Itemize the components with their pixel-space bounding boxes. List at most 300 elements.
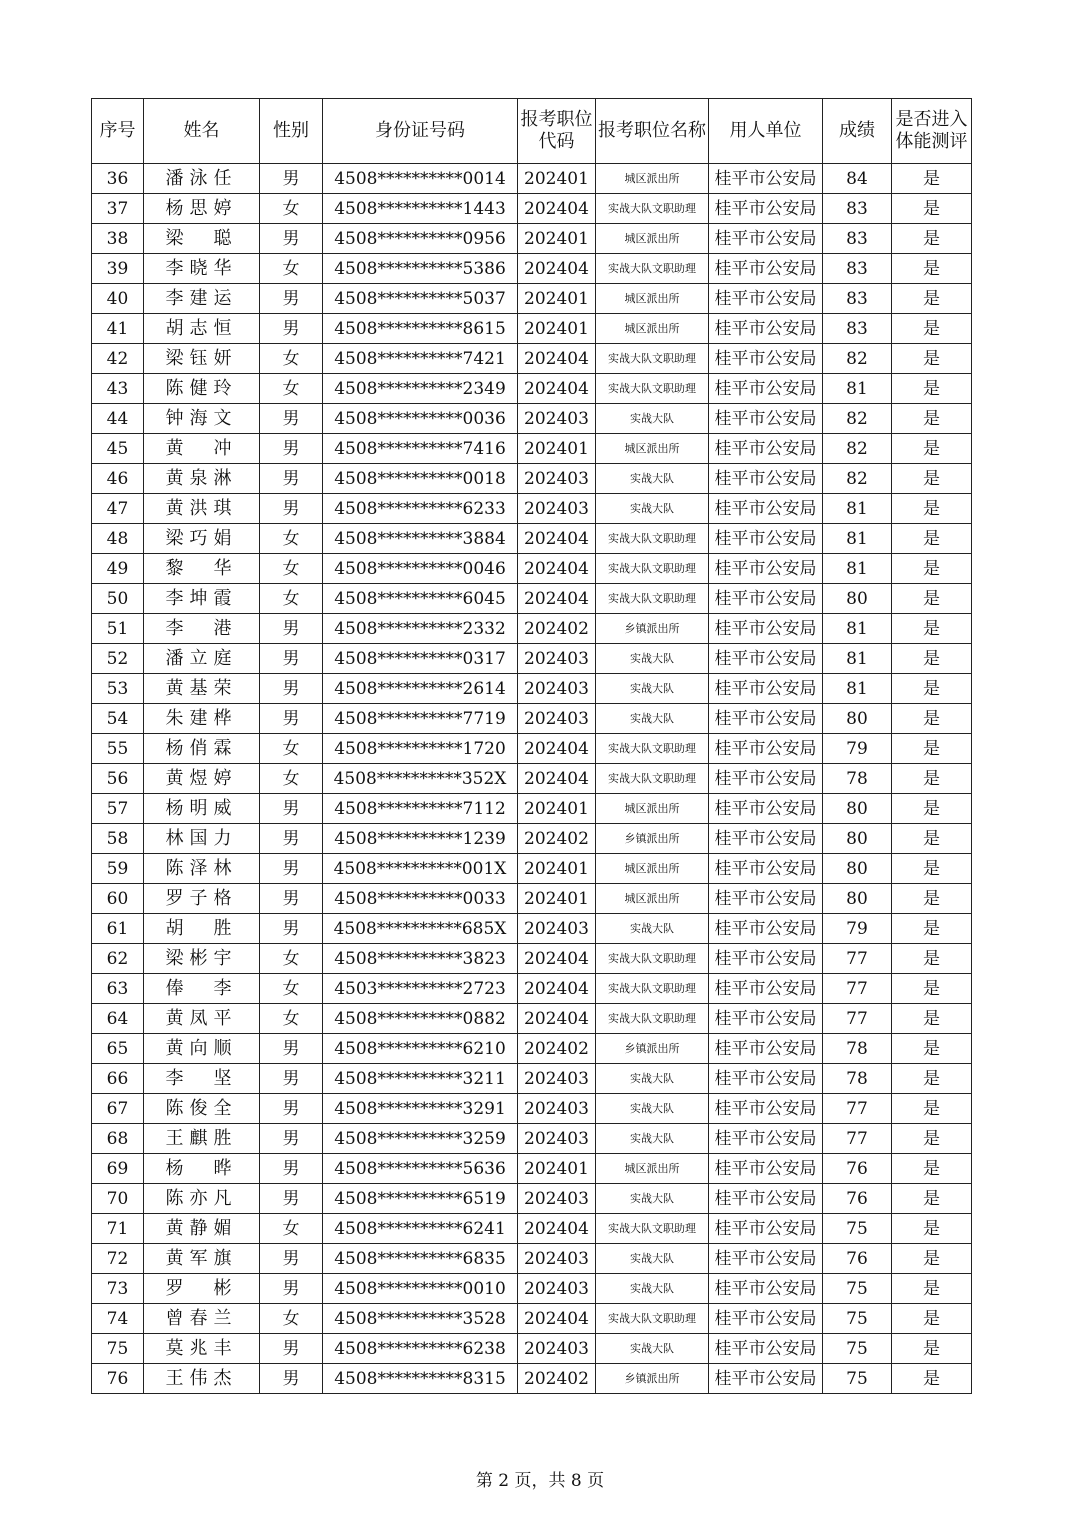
cell-gender: 女 bbox=[260, 734, 323, 764]
cell-name: 李 坚 bbox=[144, 1064, 260, 1094]
cell-position: 实战大队文职助理 bbox=[596, 344, 709, 374]
cell-id: 4508**********0317 bbox=[323, 644, 518, 674]
cell-gender: 男 bbox=[260, 1064, 323, 1094]
cell-gender: 女 bbox=[260, 254, 323, 284]
cell-unit: 桂平市公安局 bbox=[709, 1184, 823, 1214]
cell-name: 莫兆丰 bbox=[144, 1334, 260, 1364]
cell-code: 202404 bbox=[518, 1004, 596, 1034]
cell-score: 75 bbox=[823, 1214, 892, 1244]
cell-id: 4508**********2614 bbox=[323, 674, 518, 704]
cell-score: 80 bbox=[823, 884, 892, 914]
cell-code: 202404 bbox=[518, 344, 596, 374]
cell-position: 实战大队 bbox=[596, 1334, 709, 1364]
cell-score: 77 bbox=[823, 944, 892, 974]
cell-gender: 男 bbox=[260, 1154, 323, 1184]
cell-gender: 男 bbox=[260, 674, 323, 704]
cell-code: 202404 bbox=[518, 1304, 596, 1334]
cell-score: 78 bbox=[823, 1034, 892, 1064]
cell-unit: 桂平市公安局 bbox=[709, 614, 823, 644]
cell-id: 4508**********6233 bbox=[323, 494, 518, 524]
table-row bbox=[92, 1274, 972, 1304]
table-row bbox=[92, 1364, 972, 1394]
table-row bbox=[92, 1034, 972, 1064]
cell-pass: 是 bbox=[892, 734, 972, 764]
cell-unit: 桂平市公安局 bbox=[709, 1304, 823, 1334]
cell-position: 实战大队文职助理 bbox=[596, 1214, 709, 1244]
cell-code: 202403 bbox=[518, 1334, 596, 1364]
cell-name: 林国力 bbox=[144, 824, 260, 854]
cell-score: 83 bbox=[823, 224, 892, 254]
cell-pass: 是 bbox=[892, 884, 972, 914]
cell-unit: 桂平市公安局 bbox=[709, 824, 823, 854]
cell-unit: 桂平市公安局 bbox=[709, 974, 823, 1004]
table-row bbox=[92, 794, 972, 824]
cell-id: 4508**********6835 bbox=[323, 1244, 518, 1274]
cell-seq: 45 bbox=[92, 434, 144, 464]
cell-id: 4508**********3528 bbox=[323, 1304, 518, 1334]
cell-seq: 74 bbox=[92, 1304, 144, 1334]
cell-pass: 是 bbox=[892, 1244, 972, 1274]
cell-unit: 桂平市公安局 bbox=[709, 194, 823, 224]
cell-name: 王伟杰 bbox=[144, 1364, 260, 1394]
cell-pass: 是 bbox=[892, 344, 972, 374]
cell-gender: 男 bbox=[260, 1124, 323, 1154]
cell-id: 4508**********0956 bbox=[323, 224, 518, 254]
cell-seq: 65 bbox=[92, 1034, 144, 1064]
cell-pass: 是 bbox=[892, 1274, 972, 1304]
cell-code: 202403 bbox=[518, 464, 596, 494]
cell-name: 罗 彬 bbox=[144, 1274, 260, 1304]
cell-seq: 66 bbox=[92, 1064, 144, 1094]
cell-id: 4508**********0010 bbox=[323, 1274, 518, 1304]
header-id: 身份证号码 bbox=[323, 99, 518, 164]
cell-score: 83 bbox=[823, 254, 892, 284]
cell-id: 4508**********3884 bbox=[323, 524, 518, 554]
cell-position: 实战大队文职助理 bbox=[596, 1304, 709, 1334]
table-row bbox=[92, 284, 972, 314]
cell-name: 杨思婷 bbox=[144, 194, 260, 224]
cell-unit: 桂平市公安局 bbox=[709, 884, 823, 914]
cell-pass: 是 bbox=[892, 854, 972, 884]
table-row bbox=[92, 314, 972, 344]
cell-pass: 是 bbox=[892, 914, 972, 944]
cell-name: 曾春兰 bbox=[144, 1304, 260, 1334]
cell-position: 实战大队文职助理 bbox=[596, 524, 709, 554]
cell-seq: 60 bbox=[92, 884, 144, 914]
cell-id: 4508**********6045 bbox=[323, 584, 518, 614]
cell-id: 4508**********5386 bbox=[323, 254, 518, 284]
cell-code: 202403 bbox=[518, 494, 596, 524]
cell-id: 4508**********001X bbox=[323, 854, 518, 884]
cell-score: 83 bbox=[823, 284, 892, 314]
cell-seq: 47 bbox=[92, 494, 144, 524]
cell-score: 83 bbox=[823, 314, 892, 344]
cell-unit: 桂平市公安局 bbox=[709, 1124, 823, 1154]
cell-gender: 男 bbox=[260, 704, 323, 734]
table-row bbox=[92, 914, 972, 944]
cell-code: 202403 bbox=[518, 404, 596, 434]
cell-score: 81 bbox=[823, 644, 892, 674]
cell-position: 实战大队 bbox=[596, 914, 709, 944]
table-row bbox=[92, 164, 972, 194]
cell-pass: 是 bbox=[892, 1154, 972, 1184]
cell-pass: 是 bbox=[892, 314, 972, 344]
cell-gender: 男 bbox=[260, 1334, 323, 1364]
cell-position: 实战大队 bbox=[596, 644, 709, 674]
cell-name: 黄煜婷 bbox=[144, 764, 260, 794]
cell-pass: 是 bbox=[892, 554, 972, 584]
cell-pass: 是 bbox=[892, 1364, 972, 1394]
table-row bbox=[92, 1124, 972, 1154]
cell-code: 202402 bbox=[518, 614, 596, 644]
cell-score: 79 bbox=[823, 914, 892, 944]
cell-gender: 男 bbox=[260, 1034, 323, 1064]
cell-seq: 49 bbox=[92, 554, 144, 584]
cell-score: 81 bbox=[823, 614, 892, 644]
header-gender: 性别 bbox=[260, 99, 323, 164]
cell-code: 202402 bbox=[518, 1034, 596, 1064]
table-row bbox=[92, 584, 972, 614]
cell-position: 实战大队文职助理 bbox=[596, 764, 709, 794]
cell-unit: 桂平市公安局 bbox=[709, 464, 823, 494]
cell-seq: 38 bbox=[92, 224, 144, 254]
cell-code: 202404 bbox=[518, 734, 596, 764]
cell-code: 202403 bbox=[518, 1184, 596, 1214]
cell-unit: 桂平市公安局 bbox=[709, 224, 823, 254]
cell-name: 李晓华 bbox=[144, 254, 260, 284]
cell-name: 黄静媚 bbox=[144, 1214, 260, 1244]
cell-position: 实战大队文职助理 bbox=[596, 554, 709, 584]
cell-pass: 是 bbox=[892, 524, 972, 554]
cell-score: 75 bbox=[823, 1304, 892, 1334]
cell-id: 4508**********685X bbox=[323, 914, 518, 944]
cell-code: 202403 bbox=[518, 1064, 596, 1094]
cell-id: 4508**********7421 bbox=[323, 344, 518, 374]
cell-gender: 男 bbox=[260, 644, 323, 674]
cell-score: 78 bbox=[823, 1064, 892, 1094]
cell-name: 俸 李 bbox=[144, 974, 260, 1004]
cell-code: 202403 bbox=[518, 1274, 596, 1304]
cell-code: 202404 bbox=[518, 1214, 596, 1244]
cell-name: 梁巧娟 bbox=[144, 524, 260, 554]
cell-name: 黄 冲 bbox=[144, 434, 260, 464]
cell-position: 实战大队文职助理 bbox=[596, 584, 709, 614]
cell-position: 实战大队 bbox=[596, 404, 709, 434]
cell-code: 202401 bbox=[518, 314, 596, 344]
cell-name: 梁钰妍 bbox=[144, 344, 260, 374]
cell-gender: 女 bbox=[260, 1304, 323, 1334]
cell-unit: 桂平市公安局 bbox=[709, 584, 823, 614]
table-row bbox=[92, 1154, 972, 1184]
cell-seq: 36 bbox=[92, 164, 144, 194]
cell-seq: 44 bbox=[92, 404, 144, 434]
cell-position: 实战大队 bbox=[596, 1124, 709, 1154]
cell-seq: 62 bbox=[92, 944, 144, 974]
cell-unit: 桂平市公安局 bbox=[709, 314, 823, 344]
cell-position: 城区派出所 bbox=[596, 434, 709, 464]
cell-pass: 是 bbox=[892, 764, 972, 794]
cell-seq: 50 bbox=[92, 584, 144, 614]
cell-id: 4508**********7416 bbox=[323, 434, 518, 464]
cell-position: 实战大队文职助理 bbox=[596, 944, 709, 974]
cell-seq: 63 bbox=[92, 974, 144, 1004]
table-row bbox=[92, 614, 972, 644]
cell-gender: 女 bbox=[260, 1214, 323, 1244]
cell-gender: 男 bbox=[260, 434, 323, 464]
header-seq: 序号 bbox=[92, 99, 144, 164]
cell-unit: 桂平市公安局 bbox=[709, 1364, 823, 1394]
cell-score: 81 bbox=[823, 524, 892, 554]
cell-unit: 桂平市公安局 bbox=[709, 1274, 823, 1304]
cell-gender: 男 bbox=[260, 1094, 323, 1124]
cell-seq: 64 bbox=[92, 1004, 144, 1034]
cell-name: 朱建桦 bbox=[144, 704, 260, 734]
table-row bbox=[92, 254, 972, 284]
cell-name: 黄凤平 bbox=[144, 1004, 260, 1034]
cell-position: 乡镇派出所 bbox=[596, 1364, 709, 1394]
cell-seq: 52 bbox=[92, 644, 144, 674]
cell-pass: 是 bbox=[892, 704, 972, 734]
cell-id: 4508**********6519 bbox=[323, 1184, 518, 1214]
cell-code: 202401 bbox=[518, 884, 596, 914]
cell-score: 84 bbox=[823, 164, 892, 194]
cell-gender: 女 bbox=[260, 944, 323, 974]
cell-id: 4508**********1239 bbox=[323, 824, 518, 854]
cell-gender: 男 bbox=[260, 494, 323, 524]
cell-name: 梁彬宇 bbox=[144, 944, 260, 974]
cell-seq: 73 bbox=[92, 1274, 144, 1304]
cell-id: 4508**********0018 bbox=[323, 464, 518, 494]
cell-id: 4508**********0036 bbox=[323, 404, 518, 434]
table-row bbox=[92, 1094, 972, 1124]
cell-pass: 是 bbox=[892, 464, 972, 494]
cell-gender: 女 bbox=[260, 344, 323, 374]
table-row bbox=[92, 524, 972, 554]
cell-position: 实战大队文职助理 bbox=[596, 194, 709, 224]
cell-seq: 40 bbox=[92, 284, 144, 314]
cell-pass: 是 bbox=[892, 284, 972, 314]
cell-id: 4508**********1720 bbox=[323, 734, 518, 764]
cell-score: 76 bbox=[823, 1244, 892, 1274]
cell-pass: 是 bbox=[892, 824, 972, 854]
cell-score: 81 bbox=[823, 674, 892, 704]
cell-seq: 61 bbox=[92, 914, 144, 944]
cell-code: 202403 bbox=[518, 674, 596, 704]
cell-pass: 是 bbox=[892, 434, 972, 464]
cell-score: 81 bbox=[823, 374, 892, 404]
cell-unit: 桂平市公安局 bbox=[709, 254, 823, 284]
cell-unit: 桂平市公安局 bbox=[709, 374, 823, 404]
cell-name: 王麒胜 bbox=[144, 1124, 260, 1154]
cell-position: 实战大队 bbox=[596, 464, 709, 494]
cell-name: 钟海文 bbox=[144, 404, 260, 434]
header-score: 成绩 bbox=[823, 99, 892, 164]
cell-gender: 男 bbox=[260, 464, 323, 494]
cell-pass: 是 bbox=[892, 254, 972, 284]
cell-gender: 男 bbox=[260, 1364, 323, 1394]
table-row bbox=[92, 224, 972, 254]
cell-code: 202404 bbox=[518, 374, 596, 404]
table-row bbox=[92, 554, 972, 584]
cell-pass: 是 bbox=[892, 494, 972, 524]
cell-score: 82 bbox=[823, 404, 892, 434]
cell-score: 79 bbox=[823, 734, 892, 764]
cell-gender: 女 bbox=[260, 1004, 323, 1034]
cell-position: 城区派出所 bbox=[596, 164, 709, 194]
table-row bbox=[92, 1214, 972, 1244]
cell-position: 实战大队 bbox=[596, 1184, 709, 1214]
cell-seq: 75 bbox=[92, 1334, 144, 1364]
cell-name: 黄军旗 bbox=[144, 1244, 260, 1274]
cell-gender: 男 bbox=[260, 404, 323, 434]
cell-seq: 46 bbox=[92, 464, 144, 494]
header-code: 报考职位代码 bbox=[518, 99, 596, 164]
cell-seq: 51 bbox=[92, 614, 144, 644]
cell-pass: 是 bbox=[892, 974, 972, 1004]
cell-unit: 桂平市公安局 bbox=[709, 1244, 823, 1274]
cell-unit: 桂平市公安局 bbox=[709, 1214, 823, 1244]
cell-pass: 是 bbox=[892, 614, 972, 644]
cell-name: 罗子格 bbox=[144, 884, 260, 914]
cell-position: 实战大队 bbox=[596, 704, 709, 734]
cell-pass: 是 bbox=[892, 794, 972, 824]
cell-code: 202401 bbox=[518, 284, 596, 314]
cell-unit: 桂平市公安局 bbox=[709, 494, 823, 524]
cell-name: 陈亦凡 bbox=[144, 1184, 260, 1214]
cell-id: 4508**********7719 bbox=[323, 704, 518, 734]
cell-unit: 桂平市公安局 bbox=[709, 1334, 823, 1364]
cell-pass: 是 bbox=[892, 374, 972, 404]
cell-code: 202404 bbox=[518, 194, 596, 224]
cell-seq: 55 bbox=[92, 734, 144, 764]
cell-position: 城区派出所 bbox=[596, 314, 709, 344]
cell-score: 75 bbox=[823, 1334, 892, 1364]
cell-pass: 是 bbox=[892, 1004, 972, 1034]
cell-unit: 桂平市公安局 bbox=[709, 944, 823, 974]
cell-id: 4508**********3211 bbox=[323, 1064, 518, 1094]
cell-name: 李坤霞 bbox=[144, 584, 260, 614]
cell-position: 实战大队 bbox=[596, 1274, 709, 1304]
cell-position: 实战大队文职助理 bbox=[596, 1004, 709, 1034]
table-row bbox=[92, 494, 972, 524]
table-row bbox=[92, 1334, 972, 1364]
cell-id: 4508**********6238 bbox=[323, 1334, 518, 1364]
cell-seq: 43 bbox=[92, 374, 144, 404]
cell-code: 202403 bbox=[518, 644, 596, 674]
cell-id: 4508**********5037 bbox=[323, 284, 518, 314]
cell-name: 陈健玲 bbox=[144, 374, 260, 404]
cell-code: 202403 bbox=[518, 704, 596, 734]
cell-unit: 桂平市公安局 bbox=[709, 1004, 823, 1034]
cell-name: 潘立庭 bbox=[144, 644, 260, 674]
cell-unit: 桂平市公安局 bbox=[709, 1034, 823, 1064]
cell-position: 实战大队 bbox=[596, 1094, 709, 1124]
cell-position: 实战大队文职助理 bbox=[596, 374, 709, 404]
cell-gender: 男 bbox=[260, 224, 323, 254]
table-row bbox=[92, 1064, 972, 1094]
cell-pass: 是 bbox=[892, 674, 972, 704]
table-row bbox=[92, 734, 972, 764]
cell-unit: 桂平市公安局 bbox=[709, 914, 823, 944]
cell-score: 77 bbox=[823, 1004, 892, 1034]
cell-score: 80 bbox=[823, 794, 892, 824]
cell-score: 81 bbox=[823, 494, 892, 524]
cell-code: 202403 bbox=[518, 1094, 596, 1124]
cell-position: 城区派出所 bbox=[596, 1154, 709, 1184]
table-header bbox=[92, 99, 972, 164]
cell-seq: 58 bbox=[92, 824, 144, 854]
cell-code: 202404 bbox=[518, 254, 596, 284]
cell-name: 黄泉淋 bbox=[144, 464, 260, 494]
cell-code: 202404 bbox=[518, 764, 596, 794]
cell-name: 黄洪琪 bbox=[144, 494, 260, 524]
cell-id: 4508**********0033 bbox=[323, 884, 518, 914]
header-name: 姓名 bbox=[144, 99, 260, 164]
cell-unit: 桂平市公安局 bbox=[709, 404, 823, 434]
cell-score: 81 bbox=[823, 554, 892, 584]
cell-id: 4508**********2332 bbox=[323, 614, 518, 644]
cell-gender: 男 bbox=[260, 854, 323, 884]
cell-pass: 是 bbox=[892, 1034, 972, 1064]
cell-score: 77 bbox=[823, 974, 892, 1004]
cell-score: 80 bbox=[823, 824, 892, 854]
cell-gender: 女 bbox=[260, 554, 323, 584]
cell-position: 实战大队 bbox=[596, 674, 709, 704]
cell-code: 202402 bbox=[518, 824, 596, 854]
cell-name: 梁 聪 bbox=[144, 224, 260, 254]
cell-unit: 桂平市公安局 bbox=[709, 1064, 823, 1094]
cell-name: 黄基荣 bbox=[144, 674, 260, 704]
cell-pass: 是 bbox=[892, 944, 972, 974]
cell-gender: 女 bbox=[260, 974, 323, 1004]
cell-seq: 69 bbox=[92, 1154, 144, 1184]
table-row bbox=[92, 194, 972, 224]
cell-name: 杨俏霖 bbox=[144, 734, 260, 764]
cell-unit: 桂平市公安局 bbox=[709, 164, 823, 194]
cell-code: 202402 bbox=[518, 1364, 596, 1394]
cell-name: 黎 华 bbox=[144, 554, 260, 584]
cell-position: 实战大队文职助理 bbox=[596, 734, 709, 764]
cell-gender: 男 bbox=[260, 284, 323, 314]
cell-seq: 54 bbox=[92, 704, 144, 734]
cell-name: 胡志恒 bbox=[144, 314, 260, 344]
table-row bbox=[92, 464, 972, 494]
cell-gender: 男 bbox=[260, 914, 323, 944]
cell-id: 4508**********3259 bbox=[323, 1124, 518, 1154]
table-row bbox=[92, 764, 972, 794]
header-position: 报考职位名称 bbox=[596, 99, 709, 164]
table-row bbox=[92, 1004, 972, 1034]
cell-position: 城区派出所 bbox=[596, 884, 709, 914]
table-row bbox=[92, 1184, 972, 1214]
cell-unit: 桂平市公安局 bbox=[709, 1154, 823, 1184]
cell-pass: 是 bbox=[892, 164, 972, 194]
cell-seq: 56 bbox=[92, 764, 144, 794]
cell-pass: 是 bbox=[892, 1214, 972, 1244]
cell-pass: 是 bbox=[892, 194, 972, 224]
cell-code: 202403 bbox=[518, 1244, 596, 1274]
cell-code: 202403 bbox=[518, 1124, 596, 1154]
cell-seq: 41 bbox=[92, 314, 144, 344]
cell-pass: 是 bbox=[892, 1304, 972, 1334]
table-row bbox=[92, 1244, 972, 1274]
cell-unit: 桂平市公安局 bbox=[709, 674, 823, 704]
cell-pass: 是 bbox=[892, 224, 972, 254]
cell-pass: 是 bbox=[892, 1184, 972, 1214]
cell-seq: 71 bbox=[92, 1214, 144, 1244]
cell-score: 82 bbox=[823, 464, 892, 494]
cell-seq: 37 bbox=[92, 194, 144, 224]
